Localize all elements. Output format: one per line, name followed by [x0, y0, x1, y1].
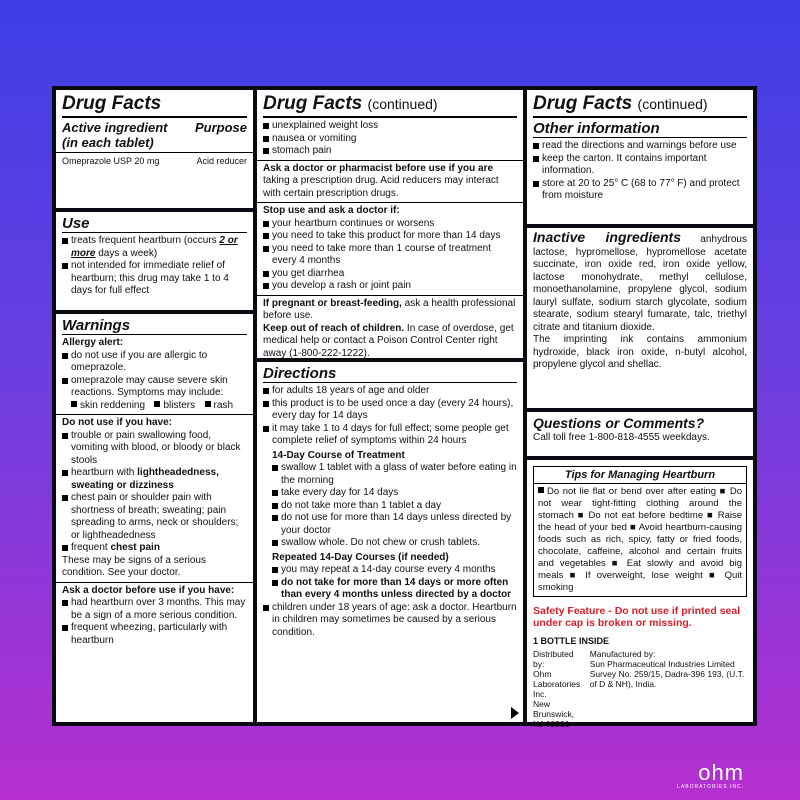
do-not-use-heading: Do not use if you have: [62, 417, 173, 428]
other-info-heading: Other information [533, 120, 747, 138]
course-item-5: swallow whole. Do not chew or crush tablets. [272, 537, 517, 550]
questions-box [527, 412, 753, 456]
stop-item-5: you develop a rash or joint pain [263, 280, 517, 293]
dnu-item-4: frequent chest pain [62, 542, 247, 555]
active-ingredient-header: Active ingredient (in each tablet) Purpose [62, 120, 247, 150]
stop-item-4: you get diarrhea [263, 268, 517, 281]
phone-text: Call toll free 1-800-818-4555 weekdays. [533, 432, 710, 443]
symptoms-row: skin reddening blisters rash [62, 400, 247, 413]
children-note: children under 18 years of age: ask a doctor. Heartburn in children may sometimes be caused by a serious condition. [263, 602, 517, 640]
ask-doctor-heading: Ask a doctor before use if you have: [62, 584, 235, 596]
pregnancy-warning: If pregnant or breast-feeding, ask a health professional before use. [263, 297, 516, 321]
dnu-item-1: trouble or pain swallowing food, vomiting with blood, or bloody or black stools [62, 430, 247, 468]
dir-item-2: this product is to be used once a day (every 24 hours), every day for 14 days [263, 398, 517, 423]
inactive-ingredients: Inactive ingredients anhydrous lactose, hypromellose, hypromellose acetate succinate, iron oxide red, iron oxide yellow, lactose monohydrate, methyl cellulose, monoethanolamine, propylene glycol, sodium lauryl sulfate, sodium starch glycolate, sodium stearate, sodium stearyl fumarate, talc, triethyl citrate and titanium dioxide. [533, 229, 747, 333]
ohm-logo-subtitle: LABORATORIES INC. [677, 784, 744, 790]
top-item-1: unexplained weight loss [263, 120, 517, 133]
footer-box [527, 460, 753, 729]
ask-item-2: frequent wheezing, particularly with heartburn [62, 622, 247, 647]
drug-facts-continued-title: Drug Facts (continued) [263, 93, 517, 118]
warnings-continued-box [257, 90, 523, 358]
inactive-ingredients-box [527, 228, 753, 408]
allergy-item-1: do not use if you are allergic to omeprazole. [62, 350, 247, 375]
imprinting-ink: The imprinting ink contains ammonium hydroxide, black iron oxide, n-butyl alcohol, propylene glycol and shellac. [533, 334, 747, 370]
use-item-1: treats frequent heartburn (occurs 2 or more days a week) [62, 235, 247, 260]
other-item-1: read the directions and warnings before use [533, 140, 747, 153]
stop-item-1: your heartburn continues or worsens [263, 218, 517, 231]
dnu-item-3: chest pain or shoulder pain with shortness of breath; sweating; pain spreading to arms, neck or shoulders; or lightheadedness [62, 492, 247, 542]
continue-arrow-icon [511, 707, 519, 719]
allergy-alert: Allergy alert: [62, 337, 124, 348]
ohm-logo: ohm [698, 760, 744, 785]
use-box [56, 212, 253, 310]
company-info [533, 649, 747, 729]
repeat-item-1: you may repeat a 14-day course every 4 months [272, 564, 517, 577]
other-info-box [527, 90, 753, 224]
repeat-item-2: do not take for more than 14 days or more often than every 4 months unless directed by a doctor [272, 577, 517, 602]
top-item-2: nausea or vomiting [263, 133, 517, 146]
course-heading: 14-Day Course of Treatment [272, 449, 405, 461]
ingredient-row: Omeprazole USP 20 mg Acid reducer [62, 156, 247, 166]
tips-box [533, 466, 747, 597]
course-item-1: swallow 1 tablet with a glass of water before eating in the morning [272, 462, 517, 487]
tips-text: Do not lie flat or bend over after eating ■ Do not wear tight-fitting clothing around the stomach ■ Do not eat before bedtime ■ Raise the head of your bed ■ Avoid heartburn-causing foods such as rich, spicy, fatty or fried foods, chocolate, caffeine, alcohol and certain fruits and vegetables ■ Eat slowly and avoid big meals ■ If overweight, lose weight ■ Quit smoking [538, 485, 742, 593]
use-item-2: not intended for immediate relief of heartburn; this drug may take 1 to 4 days for full effect [62, 260, 247, 298]
keep-out-of-reach: Keep out of reach of children. In case of overdose, get medical help or contact a Poison Control Center right away (1-800-222-1222). [263, 322, 514, 359]
drug-facts-panel [52, 86, 757, 729]
top-item-3: stomach pain [263, 145, 517, 158]
directions-box [257, 362, 523, 722]
dir-item-1: for adults 18 years of age and older [263, 385, 517, 398]
column-1 [56, 90, 253, 722]
drug-facts-continued-title-2: Drug Facts (continued) [533, 93, 747, 118]
ask-pharmacist: Ask a doctor or pharmacist before use if you are taking a prescription drug. Acid reducers may interact with certain prescription drugs. [263, 162, 499, 199]
distributor: Distributed by: Ohm Laboratories Inc. New Brunswick, NJ 08901 [533, 649, 581, 729]
course-item-2: take every day for 14 days [272, 487, 517, 500]
stop-use-heading: Stop use and ask a doctor if: [263, 205, 400, 216]
column-2 [257, 90, 523, 722]
column-3 [527, 90, 753, 729]
warnings-box [56, 314, 253, 722]
stop-item-2: you need to take this product for more than 14 days [263, 230, 517, 243]
active-ingredient-box [56, 90, 253, 208]
bottle-inside: 1 BOTTLE INSIDE [533, 635, 610, 646]
other-item-3: store at 20 to 25° C (68 to 77° F) and protect from moisture [533, 178, 747, 203]
dir-item-3: it may take 1 to 4 days for full effect; some people get complete relief of symptoms within 24 hours [263, 423, 517, 448]
manufacturer: Manufactured by: Sun Pharmaceutical Industries Limited Survey No. 259/15, Dadra-396 193, (U.T. of D & NH), India. [589, 649, 745, 689]
dnu-note: These may be signs of a serious condition. See your doctor. [62, 554, 206, 578]
course-item-3: do not take more than 1 tablet a day [272, 500, 517, 513]
course-item-4: do not use for more than 14 days unless directed by your doctor [272, 512, 517, 537]
repeat-heading: Repeated 14-Day Courses (if needed) [272, 551, 449, 563]
questions-heading: Questions or Comments? [533, 415, 705, 431]
stop-item-3: you need to take more than 1 course of treatment every 4 months [263, 243, 517, 268]
drug-facts-title: Drug Facts [62, 93, 247, 118]
dnu-item-2: heartburn with lightheadedness, sweating or dizziness [62, 467, 247, 492]
allergy-item-2: omeprazole may cause severe skin reactions. Symptoms may include: [62, 375, 247, 400]
safety-feature: Safety Feature - Do not use if printed seal under cap is broken or missing. [533, 604, 741, 629]
other-item-2: keep the carton. It contains important information. [533, 153, 747, 178]
ask-item-1: had heartburn over 3 months. This may be a sign of a more serious condition. [62, 597, 247, 622]
directions-heading: Directions [263, 365, 517, 383]
tips-title: Tips for Managing Heartburn [534, 469, 746, 484]
warnings-heading: Warnings [62, 317, 247, 335]
use-heading: Use [62, 215, 247, 233]
